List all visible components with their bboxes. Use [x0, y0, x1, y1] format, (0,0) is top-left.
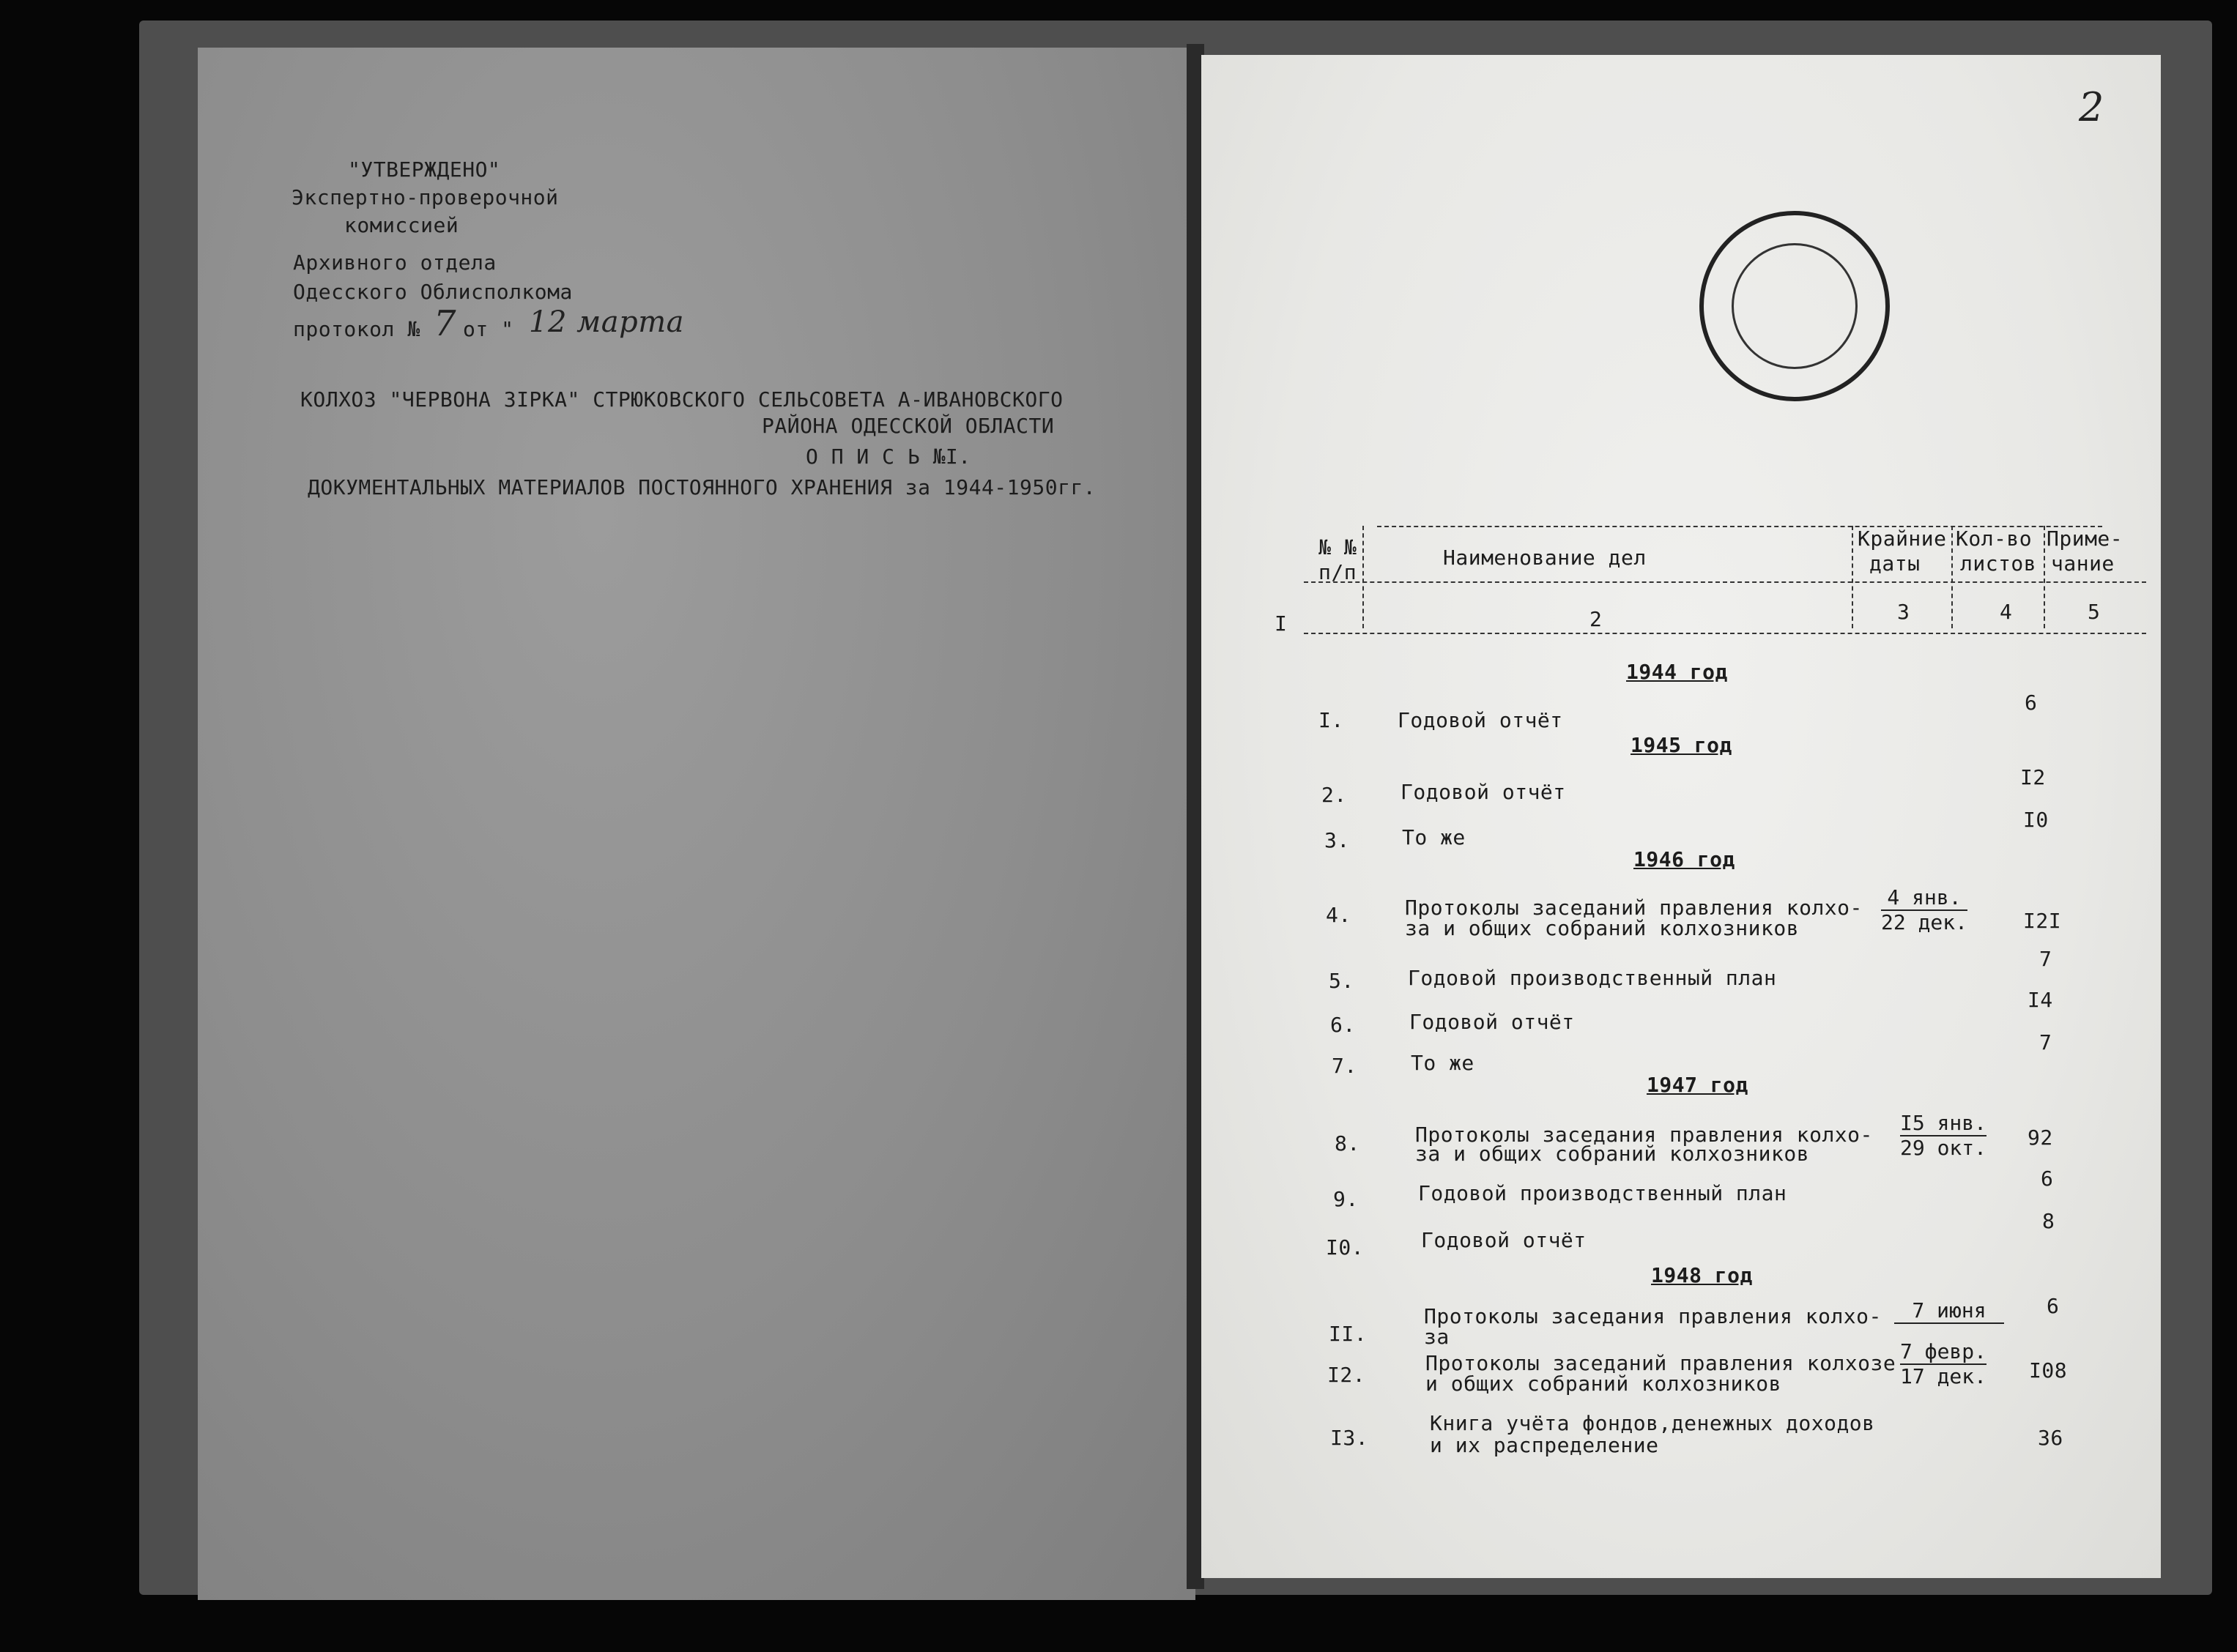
- row-4-title-line1: Протоколы заседаний правления колхо-: [1405, 896, 1863, 920]
- row-13-title-line2: и их распределение: [1430, 1433, 1659, 1457]
- row-1-sheets: 6: [2025, 691, 2038, 715]
- col-divider-1: [1362, 526, 1364, 628]
- row-6-number: 6.: [1330, 1013, 1356, 1037]
- col-divider-4: [2044, 526, 2045, 628]
- row-11-title-line2: за: [1424, 1325, 1450, 1349]
- row-12-sheets: I08: [2029, 1358, 2068, 1383]
- row-11-number: II.: [1329, 1322, 1368, 1346]
- archive-seal: [1699, 211, 1890, 401]
- row-11-date-start: 7 июня: [1894, 1301, 2004, 1324]
- row-7-title: То же: [1411, 1051, 1474, 1075]
- row-11-sheets: 6: [2047, 1294, 2060, 1318]
- row-4-dates: [1881, 885, 1968, 934]
- year-heading-1946: 1946 год: [1633, 847, 1735, 871]
- row-4-title-line2: за и общих собраний колхозников: [1405, 916, 1800, 940]
- approval-line-2: комиссией: [344, 213, 459, 237]
- header-line-1: КОЛХОЗ "ЧЕРВОНА ЗІРКА" СТРЮКОВСКОГО СЕЛЬСОВЕТА А-ИВАНОВСКОГО: [300, 387, 1064, 412]
- col3-number: 3: [1897, 600, 1910, 624]
- approval-line-1: Экспертно-проверочной: [292, 185, 559, 209]
- row-2-sheets: I2: [2020, 765, 2046, 789]
- row-8-date-end: 29 окт.: [1900, 1136, 1987, 1160]
- protocol-from: от ": [463, 317, 514, 341]
- row-12-date-end: 17 дек.: [1900, 1364, 1987, 1388]
- col4-number: 4: [2000, 600, 2013, 624]
- col4-header-line1: Кол-во: [1956, 527, 2033, 551]
- header-line-4: ДОКУМЕНТАЛЬНЫХ МАТЕРИАЛОВ ПОСТОЯННОГО ХРАНЕНИЯ за 1944-1950гг.: [308, 475, 1097, 499]
- row-13-number: I3.: [1330, 1426, 1369, 1450]
- row-8-dates: [1900, 1113, 1986, 1158]
- col3-header-line2: даты: [1869, 551, 1921, 576]
- year-heading-1944: 1944 год: [1626, 660, 1728, 684]
- row-12-title-line1: Протоколы заседаний правления колхозе: [1425, 1351, 1896, 1375]
- row-4-date-start: 4 янв.: [1881, 888, 1967, 911]
- row-4-date-end: 22 дек.: [1881, 910, 1968, 934]
- approval-line-4: Одесского Облисполкома: [293, 280, 573, 304]
- inventory-page: [1201, 55, 2161, 1578]
- row-1-number: I.: [1318, 708, 1344, 732]
- approval-line-3: Архивного отдела: [293, 250, 497, 275]
- row-8-title-line2: за и общих собраний колхозников: [1415, 1142, 1810, 1166]
- row-5-title: Годовой производственный план: [1408, 966, 1777, 990]
- approval-heading: "УТВЕРЖДЕНО": [348, 157, 501, 182]
- row-7-sheets: 7: [2039, 1030, 2052, 1054]
- row-5-number: 5.: [1329, 969, 1354, 993]
- row-6-sheets: I4: [2028, 988, 2053, 1012]
- col-divider-2: [1852, 526, 1853, 628]
- row-3-sheets: I0: [2023, 808, 2049, 832]
- row-12-dates: [1900, 1339, 1987, 1388]
- row-6-title: Годовой отчёт: [1409, 1010, 1575, 1034]
- col5-header-line1: Приме-: [2047, 527, 2123, 551]
- col2-header: Наименование дел: [1443, 546, 1647, 570]
- year-heading-1945: 1945 год: [1631, 733, 1732, 757]
- year-heading-1948: 1948 год: [1651, 1263, 1753, 1287]
- row-11-dates: [1894, 1298, 2004, 1324]
- row-3-title: То же: [1402, 825, 1466, 849]
- header-line-2: РАЙОНА ОДЕССКОЙ ОБЛАСТИ: [762, 414, 1055, 438]
- col1-header-line2: п/п: [1318, 560, 1357, 584]
- col-divider-3: [1951, 526, 1953, 628]
- row-9-number: 9.: [1333, 1187, 1359, 1211]
- col5-number: 5: [2088, 600, 2101, 624]
- col1-number: I: [1275, 611, 1288, 636]
- col4-header-line2: листов: [1960, 551, 2037, 576]
- row-10-number: I0.: [1326, 1235, 1365, 1260]
- row-7-number: 7.: [1332, 1054, 1357, 1078]
- row-8-title-line1: Протоколы заседания правления колхо-: [1415, 1123, 1873, 1147]
- row-2-number: 2.: [1321, 783, 1347, 807]
- row-10-title: Годовой отчёт: [1421, 1228, 1587, 1252]
- row-2-title: Годовой отчёт: [1401, 780, 1566, 804]
- row-1-title: Годовой отчёт: [1398, 708, 1563, 732]
- row-10-sheets: 8: [2042, 1209, 2055, 1233]
- inventory-title: О П И С Ь №I.: [806, 444, 971, 469]
- protocol-prefix: протокол №: [293, 317, 420, 341]
- row-13-title-line1: Книга учёта фондов,денежных доходов: [1430, 1411, 1875, 1435]
- row-9-title: Годовой производственный план: [1418, 1181, 1787, 1205]
- row-3-number: 3.: [1324, 828, 1350, 852]
- row-5-sheets: 7: [2039, 947, 2052, 971]
- row-12-date-start: 7 февр.: [1900, 1339, 1987, 1363]
- col2-number: 2: [1589, 607, 1603, 631]
- table-rule-middle: [1304, 581, 2146, 583]
- row-4-number: 4.: [1326, 903, 1351, 927]
- col1-header-line1: № №: [1318, 535, 1357, 559]
- row-9-sheets: 6: [2041, 1167, 2054, 1191]
- col3-header-line1: Крайние: [1858, 527, 1947, 551]
- col5-header-line2: чание: [2051, 551, 2115, 576]
- row-8-number: 8.: [1335, 1131, 1360, 1156]
- row-4-sheets: I2I: [2023, 909, 2062, 933]
- row-12-title-line2: и общих собраний колхозников: [1425, 1372, 1782, 1396]
- row-11-title-line1: Протоколы заседания правления колхо-: [1424, 1304, 1882, 1328]
- protocol-date-handwritten: 12 марта: [529, 305, 685, 339]
- row-8-sheets: 92: [2028, 1125, 2053, 1150]
- year-heading-1947: 1947 год: [1647, 1073, 1748, 1097]
- table-rule-bottom: [1304, 633, 2146, 634]
- row-12-number: I2.: [1327, 1363, 1366, 1387]
- page-number: 2: [2079, 84, 2104, 130]
- row-13-sheets: 36: [2038, 1426, 2063, 1450]
- row-8-date-start: I5 янв.: [1900, 1111, 1987, 1135]
- protocol-number: 7: [434, 303, 457, 344]
